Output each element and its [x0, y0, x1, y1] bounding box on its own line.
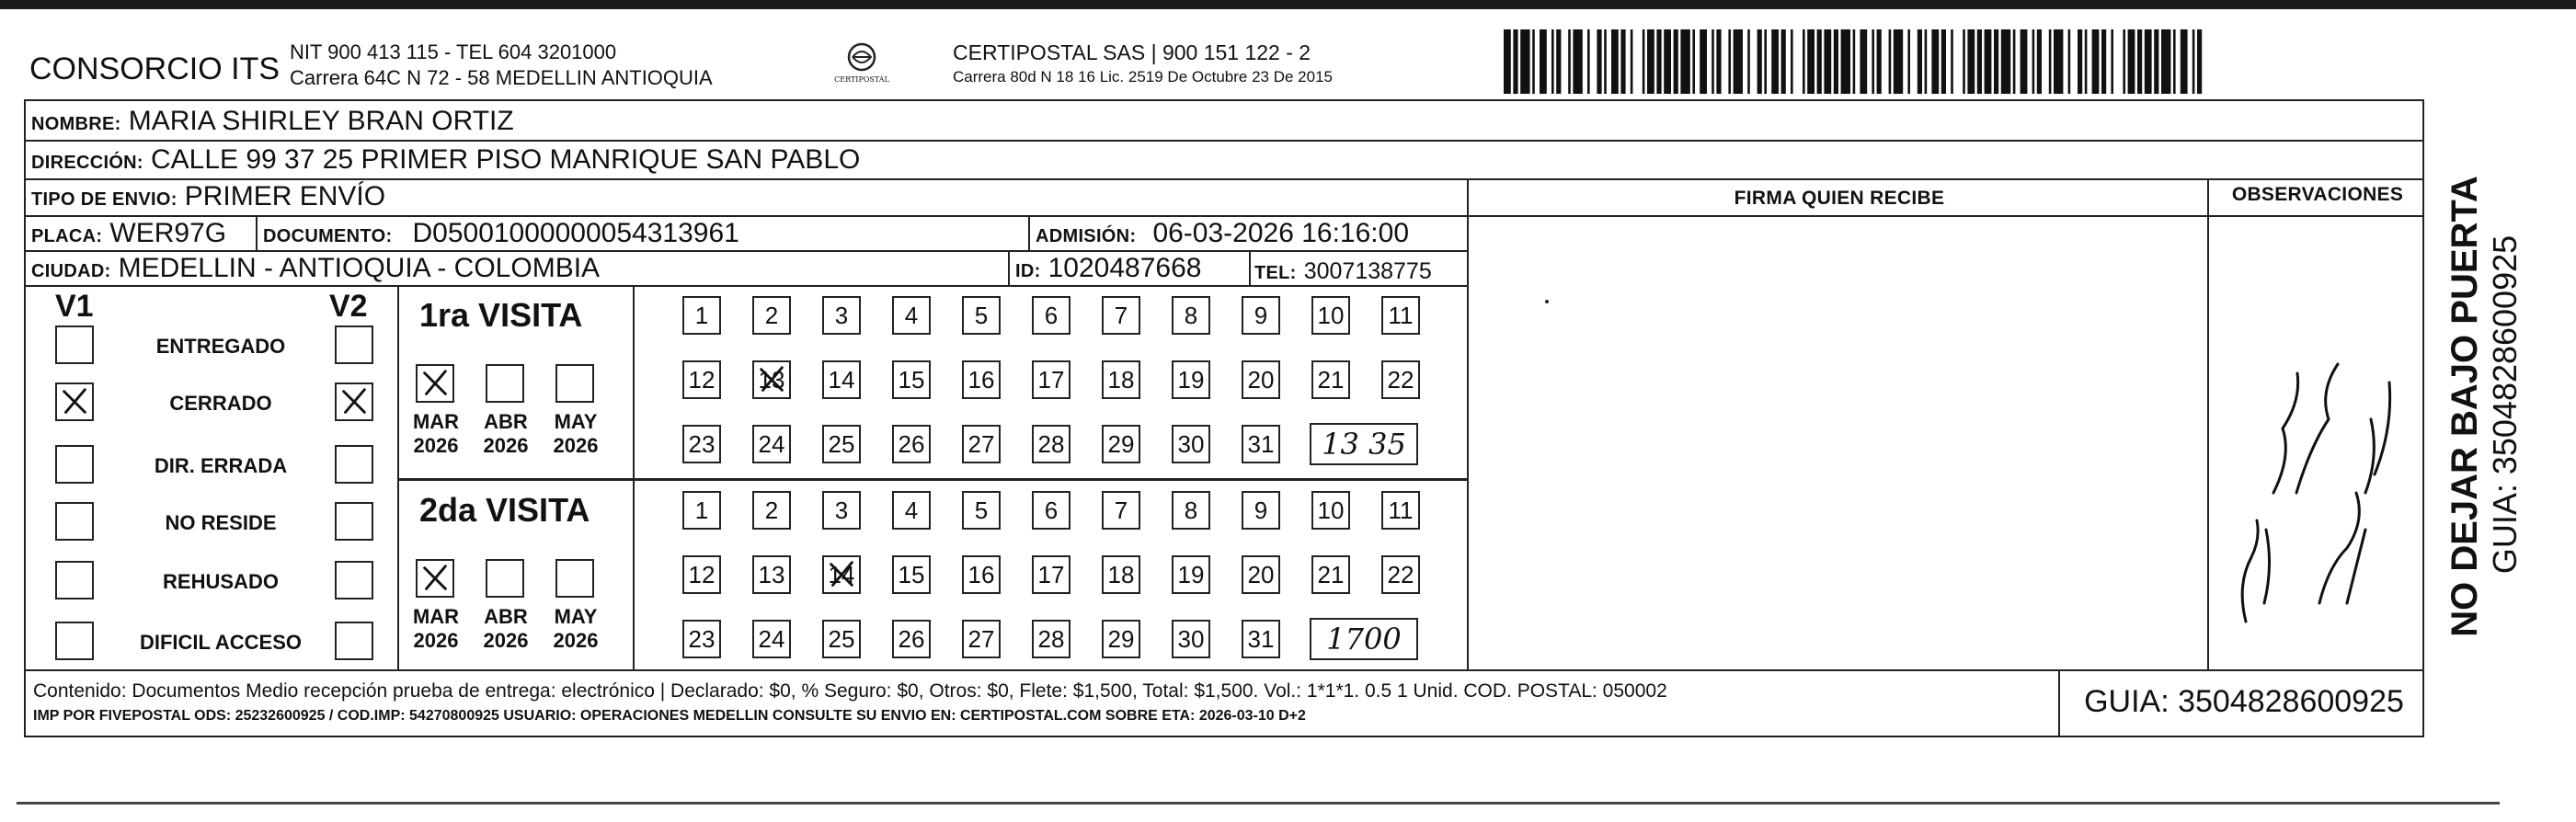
day-box[interactable]: 4 [892, 491, 931, 530]
day-box[interactable]: 3 [822, 491, 861, 530]
day-box[interactable]: 6 [1032, 491, 1070, 530]
day-box[interactable]: 24 [752, 425, 791, 463]
month-checkbox[interactable] [555, 559, 594, 598]
visit-title: 1ra VISITA [419, 296, 583, 334]
day-box[interactable]: 3 [822, 296, 861, 335]
day-box[interactable]: 7 [1102, 491, 1140, 530]
day-box[interactable]: 25 [822, 620, 861, 658]
day-box[interactable]: 13 [752, 360, 791, 399]
year-label: 2026 [413, 629, 459, 652]
admision-value: 06-03-2026 16:16:00 [1152, 218, 1410, 248]
day-box[interactable]: 11 [1381, 296, 1420, 335]
day-box[interactable]: 31 [1242, 425, 1280, 463]
day-box[interactable]: 18 [1102, 360, 1140, 399]
day-box[interactable]: 2 [752, 296, 791, 335]
day-box[interactable]: 10 [1311, 296, 1350, 335]
contenido-line: Contenido: Documentos Medio recepción prueba de entrega: electrónico | Declarado: $0, % Seguro: $0, Otros: $0, Flete: $1,500, Total: $1,500. Vol.: 1*1*1. 0.5 1 Unid. COD. POSTAL: 050002 [33, 680, 1667, 702]
day-box[interactable]: 8 [1172, 296, 1210, 335]
month-checkbox[interactable] [555, 364, 594, 403]
top-border [0, 0, 2576, 9]
year-label: 2026 [483, 629, 529, 652]
day-box[interactable]: 12 [682, 360, 721, 399]
tipo-envio-value: PRIMER ENVÍO [184, 181, 386, 211]
status-v2-checkbox[interactable] [335, 561, 373, 599]
day-box[interactable]: 13 [752, 555, 791, 594]
day-box[interactable]: 30 [1172, 425, 1210, 463]
day-box[interactable]: 21 [1311, 555, 1350, 594]
status-v2-checkbox[interactable] [335, 325, 373, 364]
day-box[interactable]: 27 [962, 425, 1001, 463]
status-label: DIR. ERRADA [154, 454, 288, 477]
status-v2-checkbox[interactable] [335, 502, 373, 541]
side-guia: GUIA: 3504828600925 [2486, 234, 2524, 575]
day-box[interactable]: 16 [962, 555, 1001, 594]
day-box[interactable]: 22 [1381, 360, 1420, 399]
documento-value: D05001000000054313961 [412, 218, 739, 248]
day-box[interactable]: 7 [1102, 296, 1140, 335]
day-box[interactable]: 12 [682, 555, 721, 594]
id-cell: ID: 1020487668 [1015, 253, 1202, 283]
nombre-value: MARIA SHIRLEY BRAN ORTIZ [128, 106, 514, 136]
day-box[interactable]: 26 [892, 425, 931, 463]
direccion-value: CALLE 99 37 25 PRIMER PISO MANRIQUE SAN PABLO [150, 144, 861, 175]
x-mark-icon [57, 384, 92, 419]
day-box[interactable]: 14 [822, 555, 861, 594]
day-box[interactable]: 21 [1311, 360, 1350, 399]
tel-value: 3007138775 [1303, 258, 1432, 284]
day-box[interactable]: 11 [1381, 491, 1420, 530]
day-box[interactable]: 2 [752, 491, 791, 530]
bottom-rule [17, 802, 2500, 805]
x-mark-icon [418, 366, 452, 401]
logo-caption: CERTIPOSTAL [834, 75, 889, 84]
ciudad-cell: CIUDAD: MEDELLIN - ANTIOQUIA - COLOMBIA [31, 253, 601, 283]
status-v1-checkbox[interactable] [55, 561, 94, 599]
day-box[interactable]: 26 [892, 620, 931, 658]
status-v2-checkbox[interactable] [335, 382, 373, 421]
day-box[interactable]: 28 [1032, 620, 1070, 658]
id-value: 1020487668 [1048, 253, 1202, 283]
year-label: 2026 [413, 434, 459, 457]
month-checkbox[interactable] [486, 364, 524, 403]
day-box[interactable]: 16 [962, 360, 1001, 399]
day-box[interactable]: 20 [1242, 360, 1280, 399]
tipo-envio-row: TIPO DE ENVIO: PRIMER ENVÍO [31, 181, 386, 211]
day-box[interactable]: 30 [1172, 620, 1210, 658]
day-box[interactable]: 23 [682, 425, 721, 463]
day-box[interactable]: 9 [1242, 296, 1280, 335]
status-v1-checkbox[interactable] [55, 622, 94, 660]
status-label: ENTREGADO [155, 335, 286, 358]
direccion-row: DIRECCIÓN: CALLE 99 37 25 PRIMER PISO MANRIQUE SAN PABLO [31, 144, 861, 175]
status-v1-checkbox[interactable] [55, 445, 94, 484]
placa-cell: PLACA: WER97G [31, 218, 227, 248]
day-box[interactable]: 5 [962, 491, 1001, 530]
status-label: REHUSADO [163, 570, 279, 593]
v2-label: V2 [329, 289, 368, 324]
month-label: ABR [484, 410, 528, 433]
visit-time-box[interactable]: 1700 [1310, 618, 1418, 660]
day-box[interactable]: 29 [1102, 425, 1140, 463]
v1-label: V1 [55, 289, 94, 324]
barcode [1504, 29, 2203, 94]
day-box[interactable]: 1 [682, 296, 721, 335]
license-line: Carrera 80d N 18 16 Lic. 2519 De Octubre 23 De 2015 [953, 68, 1333, 86]
day-box[interactable]: 8 [1172, 491, 1210, 530]
month-label: MAR [412, 410, 460, 433]
status-v1-checkbox[interactable] [55, 502, 94, 541]
month-checkbox[interactable] [486, 559, 524, 598]
nombre-row: NOMBRE: MARIA SHIRLEY BRAN ORTIZ [31, 106, 514, 136]
day-box[interactable]: 27 [962, 620, 1001, 658]
x-mark-icon [754, 362, 789, 397]
day-box[interactable]: 29 [1102, 620, 1140, 658]
month-label: MAY [554, 605, 598, 628]
day-box[interactable]: 24 [752, 620, 791, 658]
day-box[interactable]: 23 [682, 620, 721, 658]
carrier-line: CERTIPOSTAL SAS | 900 151 122 - 2 [953, 40, 1311, 64]
ciudad-value: MEDELLIN - ANTIOQUIA - COLOMBIA [118, 253, 601, 283]
year-label: 2026 [553, 434, 599, 457]
status-v1-checkbox[interactable] [55, 325, 94, 364]
day-box[interactable]: 1 [682, 491, 721, 530]
imp-line: IMP POR FIVEPOSTAL ODS: 25232600925 / COD.IMP: 54270800925 USUARIO: OPERACIONES MEDELLIN CONSULTE SU ENVIO EN: CERTIPOSTAL.COM SOBRE ETA: 2026-03-10 D+2 [33, 708, 1306, 724]
tel-cell: TEL: 3007138775 [1254, 258, 1432, 284]
day-box[interactable]: 15 [892, 360, 931, 399]
status-label: NO RESIDE [165, 511, 277, 534]
day-box[interactable]: 6 [1032, 296, 1070, 335]
year-label: 2026 [553, 629, 599, 652]
placa-value: WER97G [109, 218, 227, 248]
day-box[interactable]: 15 [892, 555, 931, 594]
day-box[interactable]: 4 [892, 296, 931, 335]
status-v2-checkbox[interactable] [335, 622, 373, 660]
day-box[interactable]: 9 [1242, 491, 1280, 530]
footer-guia: GUIA: 3504828600925 [2084, 684, 2404, 719]
x-mark-icon [418, 561, 452, 596]
x-mark-icon [337, 384, 372, 419]
month-label: MAR [412, 605, 460, 628]
day-box[interactable]: 14 [822, 360, 861, 399]
observaciones-handwriting [2209, 217, 2426, 669]
certipostal-logo [830, 39, 894, 90]
day-box[interactable]: 18 [1102, 555, 1140, 594]
observaciones-header: OBSERVACIONES [2231, 184, 2404, 205]
day-box[interactable]: 5 [962, 296, 1001, 335]
month-label: ABR [484, 605, 528, 628]
status-label: DIFICIL ACCESO [139, 631, 302, 654]
day-box[interactable]: 22 [1381, 555, 1420, 594]
status-v2-checkbox[interactable] [335, 445, 373, 484]
day-box[interactable]: 31 [1242, 620, 1280, 658]
admision-cell: ADMISIÓN: 06-03-2026 16:16:00 [1036, 218, 1410, 248]
day-box[interactable]: 10 [1311, 491, 1350, 530]
nit-line: NIT 900 413 115 - TEL 604 3201000 [290, 40, 617, 63]
year-label: 2026 [483, 434, 529, 457]
day-box[interactable]: 25 [822, 425, 861, 463]
day-box[interactable]: 19 [1172, 555, 1210, 594]
company-name: CONSORCIO ITS [29, 51, 280, 86]
day-box[interactable]: 17 [1032, 360, 1070, 399]
day-box[interactable]: 19 [1172, 360, 1210, 399]
visit-time-box[interactable]: 13 35 [1310, 423, 1418, 465]
day-box[interactable]: 20 [1242, 555, 1280, 594]
month-label: MAY [554, 410, 598, 433]
documento-cell: DOCUMENTO: D05001000000054313961 [263, 218, 739, 248]
firma-header: FIRMA QUIEN RECIBE [1734, 188, 1945, 209]
month-checkbox[interactable] [416, 559, 454, 598]
no-dejar-bajo-puerta: NO DEJAR BAJO PUERTA [2444, 176, 2485, 637]
x-mark-icon [824, 557, 859, 592]
status-v1-checkbox[interactable] [55, 382, 94, 421]
address-line: Carrera 64C N 72 - 58 MEDELLIN ANTIOQUIA [290, 66, 713, 89]
visit-title: 2da VISITA [419, 491, 590, 529]
day-box[interactable]: 17 [1032, 555, 1070, 594]
signature-area [1471, 217, 2207, 669]
day-box[interactable]: 28 [1032, 425, 1070, 463]
status-label: CERRADO [169, 392, 272, 415]
month-checkbox[interactable] [416, 364, 454, 403]
